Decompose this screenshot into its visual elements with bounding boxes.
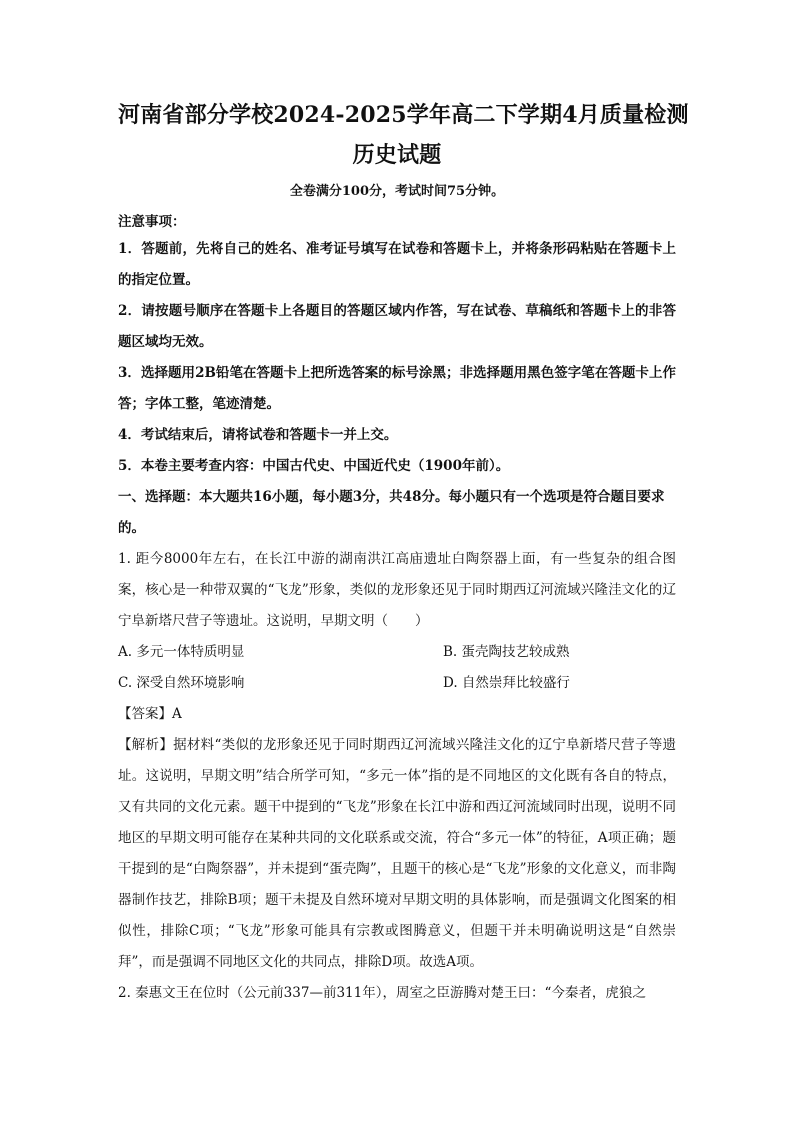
exam-subtitle: 全卷满分100分，考试时间75分钟。 bbox=[289, 184, 505, 199]
section-heading: 一、选择题：本大题共16小题，每小题3分，共48分。每小题只有一个选项是符合题目要求的。 bbox=[118, 489, 665, 536]
note-item-2: 2．请按题号顺序在答题卡上各题目的答题区域内作答，写在试卷、草稿纸和答题卡上的非答题区域均无效。 bbox=[118, 303, 676, 350]
question-1-stem: 1. 距今8000年左右，在长江中游的湖南洪江高庙遗址白陶祭器上面，有一些复杂的组合图案，核心是一种带双翼的“飞龙”形象，类似的龙形象还见于同时期西辽河流域兴隆洼文化的辽宁阜新塔尺营子等遗址。这说明，早期文明（ ） bbox=[118, 551, 676, 629]
notes-heading: 注意事项： bbox=[118, 214, 186, 230]
option-c: C. 深受自然环境影响 bbox=[118, 675, 245, 691]
note-item-4: 4．考试结束后，请将试卷和答题卡一并上交。 bbox=[118, 427, 398, 443]
note-item-5: 5．本卷主要考查内容：中国古代史、中国近代史（1900年前）。 bbox=[118, 458, 510, 474]
option-d: D. 自然崇拜比较盛行 bbox=[443, 675, 570, 691]
exam-title-line2: 历史试题 bbox=[352, 142, 442, 168]
option-b: B. 蛋壳陶技艺较成熟 bbox=[443, 644, 570, 660]
question-1-options bbox=[118, 637, 676, 699]
note-item-1: 1．答题前，先将自己的姓名、准考证号填写在试卷和答题卡上，并将条形码粘贴在答题卡上的指定位置。 bbox=[118, 241, 676, 288]
answer-label: 【答案】A bbox=[118, 706, 182, 722]
note-item-3: 3．选择题用2B铅笔在答题卡上把所选答案的标号涂黑；非选择题用黑色签字笔在答题卡上作答；字体工整，笔迹清楚。 bbox=[118, 365, 676, 412]
option-a: A. 多元一体特质明显 bbox=[118, 644, 245, 660]
exam-page bbox=[118, 100, 689, 1009]
exam-title-line1: 河南省部分学校2024-2025学年高二下学期4月质量检测 bbox=[118, 102, 689, 128]
analysis-text: 【解析】据材料“类似的龙形象还见于同时期西辽河流域兴隆洼文化的辽宁阜新塔尺营子等遗址。这说明，早期文明”结合所学可知，“多元一体”指的是不同地区的文化既有各自的特点，又有共同的文化元素。题干中提到的“飞龙”形象在长江中游和西辽河流域同时出现，说明不同地区的早期文明可能存在某种共同的文化联系或交流，符合“多元一体”的特征，A项正确；题干提到的是“白陶祭器”，并未提到“蛋壳陶”，且题干的核心是“飞龙”形象的文化意义，而非陶器制作技艺，排除B项；题干未提及自然环境对早期文明的具体影响，而是强调文化图案的相似性，排除C项；“飞龙”形象可能具有宗教或图腾意义，但题干并未明确说明这是“自然崇拜”，而是强调不同地区文化的共同点，排除D项。故选A项。 bbox=[118, 737, 676, 970]
question-2-stem: 2. 秦惠文王在位时（公元前337—前311年），周室之臣游腾对楚王曰：“今秦者，虎狼之 bbox=[118, 985, 646, 1001]
